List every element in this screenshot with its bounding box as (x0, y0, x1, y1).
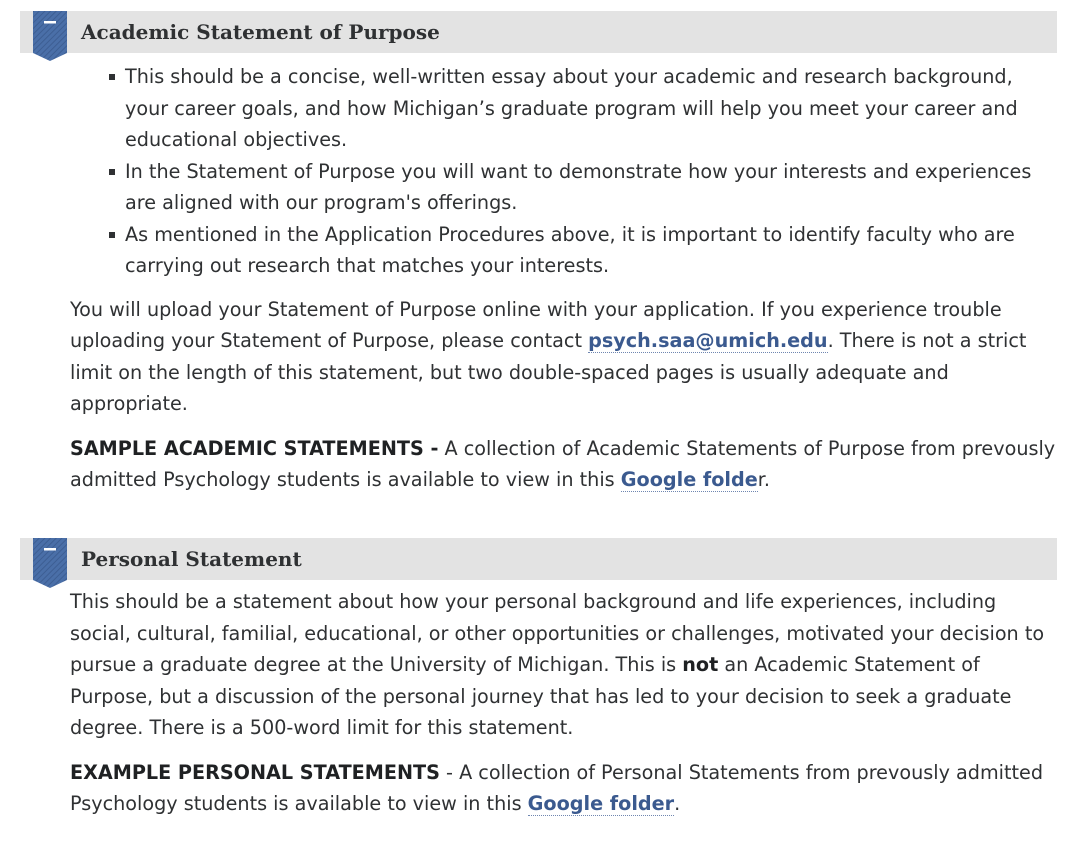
bullet-list (20, 61, 1057, 282)
google-folder-link[interactable]: Google folder (527, 792, 675, 815)
personal-statement-header[interactable] (20, 538, 1057, 580)
bullet-icon (109, 232, 115, 238)
bullet-icon (109, 169, 115, 175)
bullet-icon (109, 74, 115, 80)
list-item: As mentioned in the Application Procedures above, it is important to identify faculty who are carrying out research that matches your interests. (20, 219, 1057, 282)
minus-icon[interactable] (33, 538, 67, 588)
example-statements-paragraph: EXAMPLE PERSONAL STATEMENTS - A collection of Personal Statements from prevously admitted Psychology students is available to view in this Google folder. (70, 760, 1044, 815)
academic-statement-header[interactable] (20, 11, 1057, 53)
email-link[interactable]: psych.saa@umich.edu (588, 329, 828, 352)
academic-statement-body (20, 61, 1057, 496)
upload-instructions: You will upload your Statement of Purpose online with your application. If you experience trouble uploading your Statement of Purpose, please contact psych.saa@umich.edu. There is not a strict limit on the length of this statement, but two double-spaced pages is usually adequate and appropriate. (70, 297, 1027, 415)
list-item: This should be a concise, well-written essay about your academic and research background, your career goals, and how Michigan’s graduate program will help you meet your career and educational objectives. (20, 61, 1057, 156)
minus-icon[interactable] (33, 11, 67, 61)
section-title: Personal Statement (81, 547, 302, 571)
example-statements-heading: EXAMPLE PERSONAL STATEMENTS (70, 760, 440, 784)
personal-statement-description: This should be a statement about how your personal background and life experiences, including social, cultural, familial, educational, or other opportunities or challenges, motivated your decision to pursue a graduate degree at the University of Michigan. This is not an Academic Statement of Purpose, but a discussion of the personal journey that has led to your decision to seek a graduate degree. There is a 500-word limit for this statement. (70, 590, 1045, 739)
personal-statement-section (20, 538, 1057, 820)
sample-statements-paragraph: SAMPLE ACADEMIC STATEMENTS - A collection of Academic Statements of Purpose from prevously admitted Psychology students is available to view in this Google folder. (70, 436, 1056, 491)
personal-statement-body (20, 586, 1057, 820)
section-title: Academic Statement of Purpose (81, 20, 440, 44)
google-folder-link[interactable]: Google folde (620, 468, 758, 491)
emphasis-not: not (682, 653, 719, 676)
list-item: In the Statement of Purpose you will want to demonstrate how your interests and experiences are aligned with our program's offerings. (20, 156, 1057, 219)
sample-statements-heading: SAMPLE ACADEMIC STATEMENTS - (70, 436, 439, 460)
academic-statement-section (20, 11, 1057, 496)
